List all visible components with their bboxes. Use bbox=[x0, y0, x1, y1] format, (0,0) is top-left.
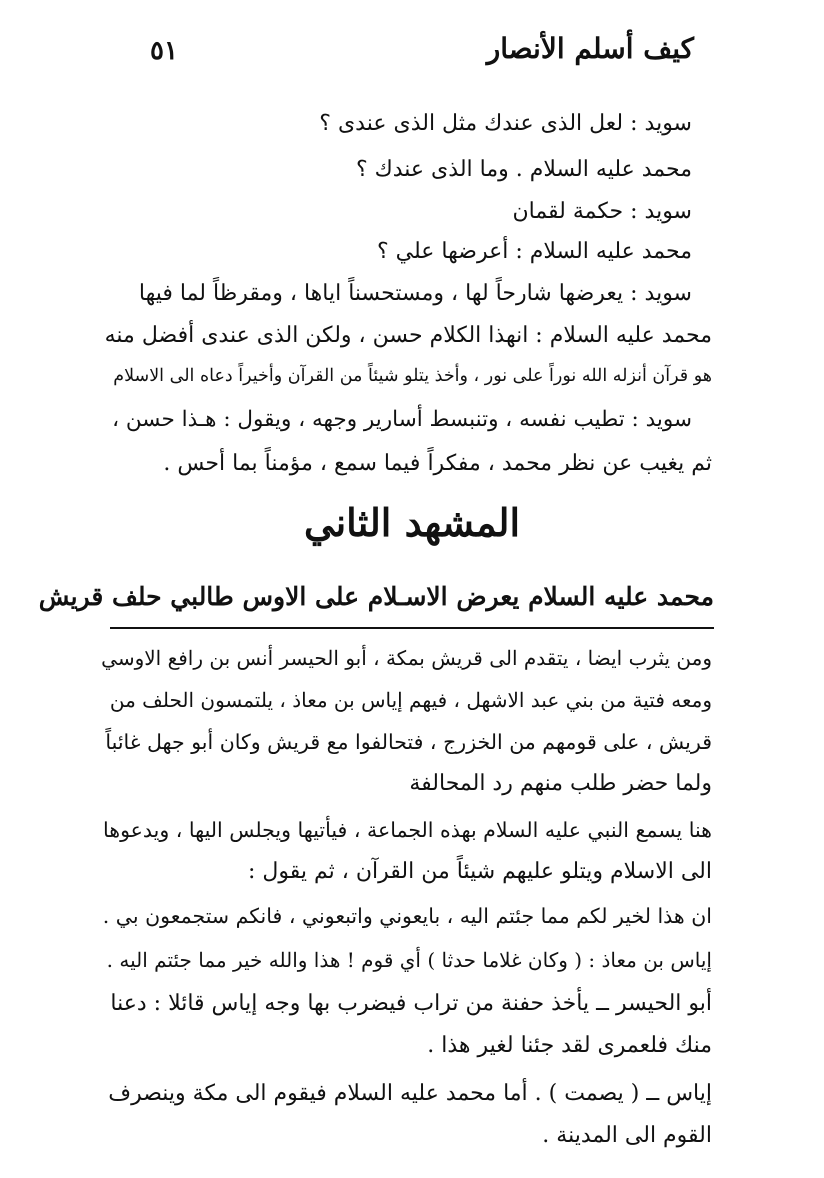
paragraph-line: منك فلعمرى لقد جئنا لغير هذا . bbox=[427, 1033, 712, 1058]
dialogue-line: سويد : حكمة لقمان bbox=[512, 199, 692, 224]
running-title: كيف أسلم الأنصار bbox=[486, 32, 694, 65]
scene-title: المشهد الثاني bbox=[303, 500, 521, 545]
paragraph-line: ومعه فتية من بني عبد الاشهل ، فيهم إياس بن معاذ ، يلتمسون الحلف من bbox=[109, 688, 712, 712]
page-number: ٥١ bbox=[150, 36, 178, 66]
page-header bbox=[120, 28, 694, 76]
dialogue-line: محمد عليه السلام : انهذا الكلام حسن ، ولكن الذى عندى أفضل منه bbox=[104, 323, 712, 348]
paragraph-line: أبو الحيسر ــ يأخذ حفنة من تراب فيضرب بها وجه إياس قائلا : دعنا bbox=[110, 991, 712, 1016]
dialogue-line: ثم يغيب عن نظر محمد ، مفكراً فيما سمع ، مؤمناً بما أحس . bbox=[163, 451, 712, 476]
dialogue-line: سويد : لعل الذى عندك مثل الذى عندى ؟ bbox=[319, 111, 692, 136]
paragraph-line: القوم الى المدينة . bbox=[542, 1123, 712, 1148]
paragraph-line: ومن يثرب ايضا ، يتقدم الى قريش بمكة ، أبو الحيسر أنس بن رافع الاوسي bbox=[101, 646, 712, 670]
dialogue-line: محمد عليه السلام : أعرضها علي ؟ bbox=[377, 239, 692, 264]
section-divider bbox=[110, 627, 714, 629]
paragraph-line: الى الاسلام ويتلو عليهم شيئاً من القرآن ، ثم يقول : bbox=[248, 859, 712, 884]
dialogue-line: سويد : تطيب نفسه ، وتنبسط أسارير وجهه ، ويقول : هـذا حسن ، bbox=[112, 407, 692, 432]
paragraph-line: هنا يسمع النبي عليه السلام بهذه الجماعة ، فيأتيها ويجلس اليها ، ويدعوها bbox=[103, 818, 712, 842]
dialogue-line: محمد عليه السلام . وما الذى عندك ؟ bbox=[355, 157, 692, 182]
dialogue-line: هو قرآن أنزله الله نوراً على نور ، وأخذ يتلو شيئاً من القرآن وأخيراً دعاه الى الاسلام bbox=[113, 366, 712, 386]
scene-subtitle: محمد عليه السلام يعرض الاسـلام على الاوس طالبي حلف قريش bbox=[38, 582, 714, 611]
paragraph-line: ولما حضر طلب منهم رد المحالفة bbox=[409, 771, 712, 796]
paragraph-line: إياس ــ ( يصمت ) . أما محمد عليه السلام فيقوم الى مكة وينصرف bbox=[108, 1081, 712, 1106]
dialogue-line: سويد : يعرضها شارحاً لها ، ومستحسناً اياها ، ومقرظاً لما فيها bbox=[138, 281, 692, 306]
paragraph-line: إياس بن معاذ : ( وكان غلاما حدثا ) أي قوم ! هذا والله خير مما جئتم اليه . bbox=[106, 948, 712, 972]
paragraph-line: ان هذا لخير لكم مما جئتم اليه ، بايعوني واتبعوني ، فانكم ستجمعون بي . bbox=[102, 904, 712, 928]
paragraph-line: قريش ، على قومهم من الخزرج ، فتحالفوا مع قريش وكان أبو جهل غائباً bbox=[105, 730, 712, 754]
